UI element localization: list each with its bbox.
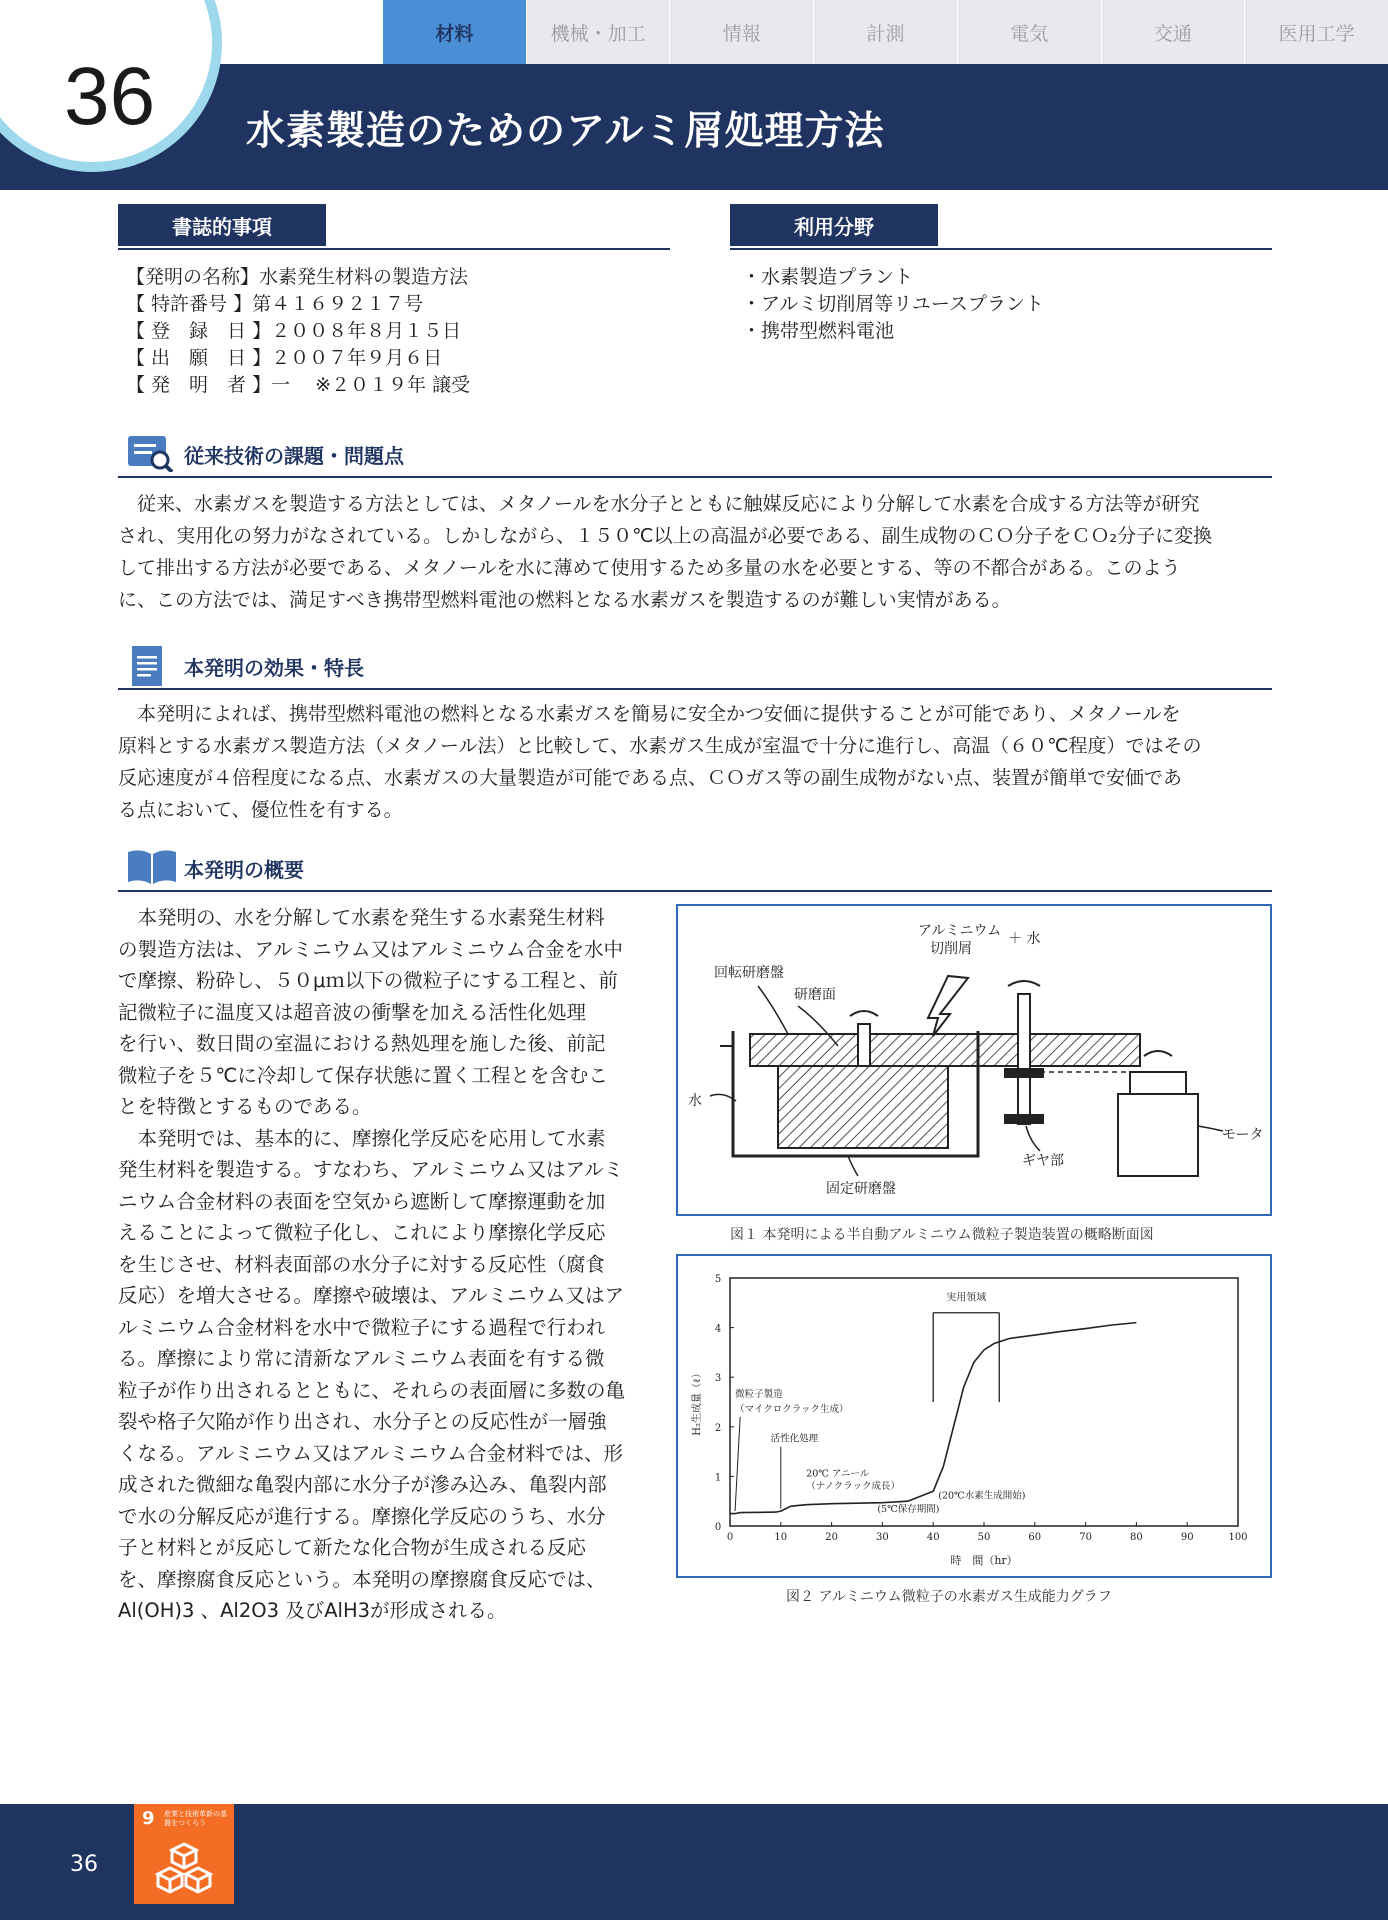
text-line: を生じさせ、材料表面部の水分子に対する反応性（腐食 [118,1252,605,1276]
tab-medical[interactable]: 医用工学 [1244,0,1388,64]
article-number: 36 [64,51,156,142]
sdg-text: 産業と技術革新の基盤をつくろう [164,1810,227,1827]
text-line: る点において、優位性を有する。 [118,799,403,821]
x-tick-label: 30 [876,1532,889,1543]
text-line: 成された微細な亀裂内部に水分子が滲み込み、亀裂内部 [118,1473,607,1496]
annotation-microcrack: （マイクロクラック生成） [735,1403,849,1415]
biblio-line: 【発明の名称】水素発生材料の製造方法 [126,266,469,288]
text-line: され、実用化の努力がなされている。しかしながら、１５０℃以上の高温が必要である、副生成物のＣＯ分子をＣＯ₂分子に変換 [118,525,1213,547]
cubes-icon [154,1840,214,1896]
x-tick-label: 40 [926,1532,940,1543]
section-title-overview [118,842,1272,892]
text-line: の製造方法は、アルミニウム又はアルミニウム合金を水中 [118,937,624,961]
tab-transport[interactable]: 交通 [1101,0,1245,64]
biblio-heading [118,204,670,246]
page-number: 36 [70,1852,98,1877]
figure-2-caption: 図２ アルミニウム微粒子の水素ガス生成能力グラフ [786,1589,1112,1605]
page-title: 水素製造のためのアルミ屑処理方法 [246,109,885,154]
problems-text [118,488,1272,616]
y-tick-label: 4 [714,1323,722,1335]
section-title-effects [118,640,1272,690]
text-line: る。摩擦により常に清新なアルミニウム表面を有する微 [118,1347,605,1370]
x-tick-label: 20 [825,1532,838,1543]
label-water: 水 [688,1093,702,1109]
y-tick-label: 2 [714,1422,722,1434]
text-line: ルミニウム合金材料を水中で微粒子にする過程で行われ [118,1315,606,1339]
x-tick-label: 70 [1079,1532,1092,1543]
uses-heading [730,204,1272,246]
y-tick-label: 3 [714,1373,722,1385]
list-item: ・携帯型燃料電池 [742,320,895,342]
text-line: 微粒子を５℃に冷却して保存状態に置く工程とを含むこ [118,1063,608,1087]
text-line: Al(OH)3 、Al2O3 及びAlH3が形成される。 [118,1599,507,1622]
label-fixed-disk: 固定研磨盤 [826,1181,896,1197]
text-line: 反応速度が４倍程度になる点、水素ガスの大量製造が可能である点、ＣＯガス等の副生成物がない点、装置が簡単で安価であ [118,767,1183,789]
text-line: 反応）を増大させる。摩擦や破壊は、アルミニウム又はア [118,1284,625,1307]
annotation-particle: 微粒子製造 [735,1389,783,1401]
section-title-problems [118,428,1272,478]
x-tick-label: 90 [1180,1532,1194,1543]
list-item: ・水素製造プラント [742,266,914,288]
text-line: 発生材料を製造する。すなわち、アルミニウム又はアルミ [118,1158,624,1181]
x-axis-label: 時 間（hr） [950,1554,1018,1567]
y-axis-label: H₂生成量（ℓ） [692,1368,703,1436]
apparatus-diagram [678,906,1270,1214]
label-rotating-disk: 回転研磨盤 [714,965,784,981]
label-chip: 切削屑 [930,941,972,957]
tab-measurement[interactable]: 計測 [813,0,957,64]
list-item: ・アルミ切削屑等リユースプラント [742,293,1044,315]
text-line: 裂や格子欠陥が作り出され、水分子との反応性が一層強 [118,1410,607,1433]
annotation-activation: 活性化処理 [770,1433,819,1445]
annotation-start: (20℃水素生成開始) [938,1490,1026,1502]
text-line: を行い、数日間の室温における熱処理を施した後、前記 [118,1032,606,1055]
annotation-nanocrack: （ナノクラック成長） [806,1480,901,1492]
section-title-label: 従来技術の課題・問題点 [184,444,404,468]
text-line: に、この方法では、満足すべき携帯型燃料電池の燃料となる水素ガスを製造するのが難しい実情がある。 [118,589,1011,611]
label-polishing-face: 研磨面 [794,987,836,1003]
text-line: ニウム合金材料の表面を空気から遮断して摩擦運動を加 [118,1189,606,1213]
text-line: 記微粒子に温度又は超音波の衝撃を加える活性化処理 [118,1000,587,1024]
text-line: 本発明によれば、携帯型燃料電池の燃料となる水素ガスを簡易に安全かつ安価に提供することが可能であり、メタノールを [118,703,1181,725]
document-icon [126,644,166,688]
x-tick-label: 10 [774,1532,788,1543]
annotation-storage: (5℃保存期間) [877,1504,940,1516]
figure-2-chart [676,1254,1272,1578]
label-gear: ギヤ部 [1022,1153,1064,1169]
biblio-line: 【 発 明 者 】一 ※２０１９年 譲受 [126,374,471,396]
section-title-label: 本発明の効果・特長 [184,656,364,680]
sdg-number: 9 [142,1808,155,1829]
y-tick-label: 0 [714,1522,722,1533]
section-title-label: 本発明の概要 [184,858,304,882]
text-line: 従来、水素ガスを製造する方法としては、メタノールを水分子とともに触媒反応により分解して水素を合成する方法等が研究 [118,493,1200,515]
text-line: で摩擦、粉砕し、５０μｍ以下の微粒子にする工程と、前 [118,969,618,992]
text-line: 本発明では、基本的に、摩擦化学反応を応用して水素 [118,1126,606,1150]
tab-electric[interactable]: 電気 [957,0,1101,64]
x-tick-label: 80 [1130,1532,1143,1543]
tab-information[interactable]: 情報 [669,0,813,64]
annotation-practical-range: 実用領域 [946,1292,987,1304]
text-line: で水の分解反応が進行する。摩擦化学反応のうち、水分 [118,1504,606,1528]
category-tabs [382,0,1388,64]
label-plus-water: ＋ 水 [1008,931,1041,947]
search-document-icon [126,432,174,472]
text-line: 本発明の、水を分解して水素を発生する水素発生材料 [118,906,605,929]
annotation-anneal: 20℃ アニール [806,1468,870,1480]
text-line: えることによって微粒子化し、これにより摩擦化学反応 [118,1221,606,1244]
effects-text [118,698,1272,826]
biblio-heading-label: 書誌的事項 [118,204,326,246]
y-tick-label: 5 [714,1274,722,1285]
biblio-details [126,264,470,399]
uses-heading-label: 利用分野 [730,204,938,246]
figure-1-caption: 図１ 本発明による半自動アルミニウム微粒子製造装置の概略断面図 [730,1227,1154,1243]
biblio-line: 【 出 願 日 】２００７年９月６日 [126,347,443,369]
biblio-line: 【 登 録 日 】２００８年８月１５日 [126,320,462,342]
label-motor: モータ [1222,1127,1264,1143]
x-tick-label: 100 [1228,1532,1248,1543]
tab-materials[interactable]: 材料 [382,0,526,64]
hydrogen-generation-chart [678,1256,1270,1576]
uses-list [742,264,1044,345]
text-line: して排出する方法が必要である、メタノールを水に薄めて使用するため多量の水を必要とする、等の不都合がある。このよう [118,557,1181,579]
x-tick-label: 0 [726,1532,734,1543]
text-line: 原料とする水素ガス製造方法（メタノール法）と比較して、水素ガス生成が室温で十分に進行し、高温（６０℃程度）ではその [118,735,1202,757]
sdg-badge [134,1804,234,1904]
text-line: 粒子が作り出されるとともに、それらの表面層に多数の亀 [118,1378,626,1402]
y-tick-label: 1 [714,1472,722,1484]
tab-machining[interactable]: 機械・加工 [526,0,670,64]
biblio-line: 【 特許番号 】第４１６９２１７号 [126,293,424,315]
x-tick-label: 50 [977,1532,991,1543]
text-line: を、摩擦腐食反応という。本発明の摩擦腐食反応では、 [118,1567,606,1591]
x-tick-label: 60 [1028,1532,1042,1543]
text-line: 子と材料とが反応して新たな化合物が生成される反応 [118,1536,587,1559]
label-aluminum: アルミニウム [918,923,1002,939]
text-line: くなる。アルミニウム又はアルミニウム合金材料では、形 [118,1441,624,1465]
figure-1-apparatus [676,904,1272,1216]
leader-particle [735,1417,740,1511]
overview-text [118,902,642,1627]
open-book-icon [126,846,178,886]
text-line: とを特徴とするものである。 [118,1095,372,1118]
